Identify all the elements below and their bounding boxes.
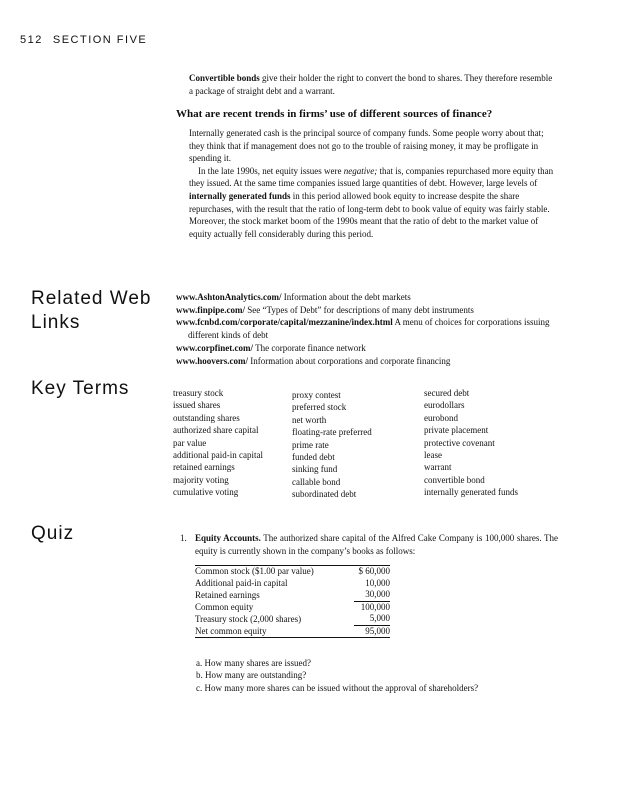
key-term: subordinated debt (292, 489, 357, 500)
internally-generated-funds-term: internally generated funds (189, 190, 291, 201)
table-row (195, 578, 390, 590)
web-link-url[interactable]: www.hoovers.com/ (176, 355, 248, 366)
key-term: additional paid-in capital (173, 450, 263, 461)
table-row (195, 566, 390, 578)
key-term: prime rate (292, 439, 329, 450)
key-term: eurodollars (424, 400, 465, 411)
web-link-item: www.AshtonAnalytics.com/ Information about the debt markets (176, 292, 411, 302)
key-term: internally generated funds (424, 487, 518, 498)
key-term: net worth (292, 414, 327, 425)
web-link-item: www.finpipe.com/ See “Types of Debt” for descriptions of many debt instruments (176, 304, 474, 315)
web-link-url[interactable]: www.finpipe.com/ (176, 304, 246, 315)
key-term: retained earnings (173, 462, 235, 473)
sub-question: b. How many are outstanding? (196, 670, 307, 681)
sub-question: c. How many more shares can be issued without the approval of shareholders? (196, 682, 479, 693)
key-term: lease (424, 450, 442, 461)
web-link-url[interactable]: www.fcnbd.com/corporate/capital/mezzanine/index.html (176, 317, 393, 328)
table-row (195, 589, 390, 602)
trends-paragraph-1: Internally generated cash is the principal source of company funds. Some people worry about that; they think that if management does not go to the trouble of raising money, it may be profligate in spending it. (189, 128, 544, 164)
web-link-item: www.fcnbd.com/corporate/capital/mezzanine/index.html A menu of choices for corporations issuing different kinds of debt (176, 317, 550, 341)
trends-paragraph-2: In the late 1990s, net equity issues were negative; that is, companies repurchased more equity than they issued. At the same time companies issued large quantities of debt. However, large levels of internally generated funds in this period allowed book equity to increase despite the share repurchases, with the result that the ratio of long-term debt to book value of equity was fairly stable. Moreover, the stock market boom of the 1990s meant that the ratio of debt to the market value of equity actually fell considerably during this period. (189, 165, 554, 239)
key-term: funded debt (292, 452, 335, 463)
row-value: 10,000 (365, 577, 390, 588)
convertible-bonds-term: Convertible bonds (189, 73, 260, 83)
trends-question-heading: What are recent trends in firms’ use of different sources of finance? (176, 108, 493, 120)
row-value: 30,000 (354, 589, 390, 602)
key-term: sinking fund (292, 464, 338, 475)
key-term: secured debt (424, 388, 470, 398)
row-value: 5,000 (354, 613, 390, 626)
related-web-links-title: Related Web Links (31, 288, 152, 333)
convertible-bonds-text: give their holder the right to convert the bond to shares. They therefore resemble a package of straight debt and a warrant. (189, 73, 553, 96)
key-term: majority voting (173, 474, 229, 485)
equity-accounts-table (195, 565, 390, 638)
row-label: Additional paid-in capital (195, 577, 288, 588)
key-term: treasury stock (173, 388, 224, 398)
row-label: Treasury stock (2,000 shares) (195, 613, 302, 624)
key-term: warrant (424, 462, 452, 473)
related-web-links-list (176, 291, 566, 367)
web-link-url[interactable]: www.corpfinet.com/ (176, 342, 253, 353)
key-terms-column-2 (292, 389, 372, 501)
question-title: Equity Accounts. (195, 533, 261, 543)
sub-questions (196, 657, 478, 694)
key-term: proxy contest (292, 390, 341, 400)
row-value: $ 60,000 (330, 566, 390, 578)
key-term: par value (173, 437, 207, 448)
trends-body (189, 127, 557, 240)
key-term: authorized share capital (173, 425, 259, 436)
web-link-item: www.hoovers.com/ Information about corporations and corporate financing (176, 355, 451, 366)
question-number: 1. (180, 533, 187, 543)
key-term: outstanding shares (173, 412, 240, 423)
key-terms-title: Key Terms (31, 378, 130, 399)
key-term: preferred stock (292, 402, 347, 413)
row-label: Retained earnings (195, 589, 260, 600)
sub-question: a. How many shares are issued? (196, 658, 311, 668)
key-terms-column-1 (173, 387, 263, 499)
quiz-title: Quiz (31, 523, 75, 544)
question-text: Equity Accounts. The authorized share capital of the Alfred Cake Company is 100,000 shares. The equity is currently shown in the company’s books as follows: (195, 533, 559, 556)
key-term: protective covenant (424, 437, 495, 448)
key-terms-column-3 (424, 387, 518, 499)
row-value: 95,000 (330, 626, 390, 638)
running-header (20, 34, 157, 46)
key-term: callable bond (292, 476, 341, 487)
table-row (195, 613, 390, 626)
key-term: convertible bond (424, 474, 485, 485)
row-label: Common stock ($1.00 par value) (195, 566, 330, 578)
row-label: Net common equity (195, 626, 330, 638)
key-term: floating-rate preferred (292, 427, 372, 438)
key-term: issued shares (173, 400, 221, 411)
convertible-bonds-paragraph (189, 72, 557, 97)
table-row (195, 602, 390, 614)
row-label: Common equity (195, 601, 254, 612)
section-label: SECTION FIVE (52, 34, 148, 46)
row-value: 100,000 (360, 601, 390, 612)
web-link-item: www.corpfinet.com/ The corporate finance network (176, 342, 366, 353)
key-term: cumulative voting (173, 487, 239, 498)
key-term: private placement (424, 425, 489, 436)
quiz-question-1 (180, 532, 558, 557)
key-term: eurobond (424, 412, 458, 423)
web-link-url[interactable]: www.AshtonAnalytics.com/ (176, 292, 282, 302)
page-number: 512 (20, 34, 43, 46)
negative-term: negative; (343, 165, 378, 176)
table-row (195, 626, 390, 638)
